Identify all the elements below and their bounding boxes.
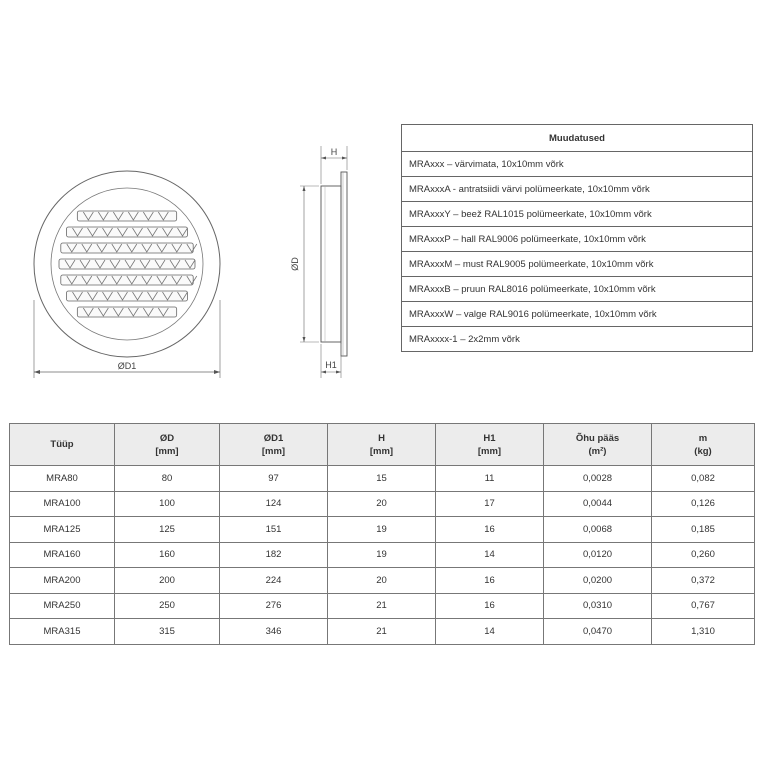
table-cell: 16	[436, 593, 544, 619]
h-label: H	[330, 147, 338, 157]
h1-label: H1	[325, 360, 337, 370]
column-header-unit: [mm]	[477, 445, 502, 457]
table-cell: 160	[115, 542, 220, 568]
table-cell: 224	[220, 568, 328, 594]
modification-text: MRAxxxA - antratsiidi värvi polümeerkate, 10x10mm võrk	[402, 177, 753, 202]
column-header-name: H1	[483, 432, 496, 444]
modification-text: MRAxxxB – pruun RAL8016 polümeerkate, 10x10mm võrk	[402, 277, 753, 302]
table-cell: 0,0200	[544, 568, 652, 594]
spec-header-row	[10, 424, 755, 466]
table-cell: 80	[115, 466, 220, 492]
modification-text: MRAxxxx-1 – 2x2mm võrk	[402, 327, 753, 352]
table-cell: 19	[328, 517, 436, 543]
table-cell: 0,0068	[544, 517, 652, 543]
table-row	[10, 466, 755, 492]
column-header	[328, 424, 436, 466]
table-cell: MRA125	[10, 517, 115, 543]
table-row	[10, 542, 755, 568]
column-header	[220, 424, 328, 466]
table-cell: 21	[328, 619, 436, 645]
column-header	[115, 424, 220, 466]
table-cell: 0,260	[652, 542, 755, 568]
table-cell: 11	[436, 466, 544, 492]
table-cell: 0,082	[652, 466, 755, 492]
table-cell: 124	[220, 491, 328, 517]
column-header	[436, 424, 544, 466]
column-header	[652, 424, 755, 466]
modification-text: MRAxxxW – valge RAL9016 polümeerkate, 10x10mm võrk	[402, 302, 753, 327]
table-cell: MRA200	[10, 568, 115, 594]
od-label: ØD	[290, 257, 300, 271]
table-cell: 20	[328, 568, 436, 594]
louver-slat	[77, 307, 176, 317]
table-cell: 346	[220, 619, 328, 645]
table-row	[10, 517, 755, 543]
column-header-unit: (m²)	[588, 445, 607, 457]
modification-row	[402, 202, 753, 227]
modifications-table	[401, 124, 753, 352]
front-view-grille	[34, 171, 220, 357]
column-header-name: Tüüp	[50, 439, 74, 450]
table-cell: MRA315	[10, 619, 115, 645]
table-row	[10, 568, 755, 594]
table-cell: 1,310	[652, 619, 755, 645]
table-row	[10, 491, 755, 517]
table-cell: 200	[115, 568, 220, 594]
column-header-name: H	[378, 432, 385, 444]
table-cell: 0,0470	[544, 619, 652, 645]
modifications-list	[402, 152, 753, 352]
column-header	[10, 424, 115, 466]
table-cell: 250	[115, 593, 220, 619]
table-cell: 315	[115, 619, 220, 645]
table-cell: 0,0028	[544, 466, 652, 492]
table-cell: 100	[115, 491, 220, 517]
table-cell: 17	[436, 491, 544, 517]
column-header-unit: [mm]	[369, 445, 394, 457]
table-cell: 0,0310	[544, 593, 652, 619]
table-cell: 0,767	[652, 593, 755, 619]
table-cell: 276	[220, 593, 328, 619]
column-header-unit: (kg)	[694, 445, 712, 457]
specification-table	[9, 423, 755, 645]
table-cell: 0,0044	[544, 491, 652, 517]
table-cell: MRA250	[10, 593, 115, 619]
table-cell: 21	[328, 593, 436, 619]
modification-row	[402, 327, 753, 352]
table-cell: MRA160	[10, 542, 115, 568]
table-cell: 16	[436, 517, 544, 543]
column-header-name: ØD	[159, 432, 175, 444]
modification-text: MRAxxxY – beež RAL1015 polümeerkate, 10x10mm võrk	[402, 202, 753, 227]
column-header-name: ØD1	[263, 432, 284, 444]
table-cell: 97	[220, 466, 328, 492]
table-cell: 0,126	[652, 491, 755, 517]
table-cell: 16	[436, 568, 544, 594]
table-cell: 182	[220, 542, 328, 568]
modification-row	[402, 302, 753, 327]
modification-row	[402, 227, 753, 252]
modification-row	[402, 252, 753, 277]
table-cell: 0,0120	[544, 542, 652, 568]
modification-text: MRAxxxM – must RAL9005 polümeerkate, 10x10mm võrk	[402, 252, 753, 277]
table-row	[10, 619, 755, 645]
modification-text: MRAxxx – värvimata, 10x10mm võrk	[402, 152, 753, 177]
column-header-name: m	[698, 432, 708, 444]
table-cell: 151	[220, 517, 328, 543]
modifications-title: Muudatused	[402, 125, 753, 152]
modification-row	[402, 277, 753, 302]
table-cell: 0,372	[652, 568, 755, 594]
table-cell: 20	[328, 491, 436, 517]
louvers	[59, 211, 197, 317]
table-cell: 19	[328, 542, 436, 568]
modification-text: MRAxxxP – hall RAL9006 polümeerkate, 10x10mm võrk	[402, 227, 753, 252]
table-cell: 14	[436, 542, 544, 568]
modification-row	[402, 152, 753, 177]
column-header	[544, 424, 652, 466]
spec-body	[10, 466, 755, 645]
table-cell: MRA100	[10, 491, 115, 517]
modification-row	[402, 177, 753, 202]
table-row	[10, 593, 755, 619]
column-header-name: Õhu pääs	[575, 432, 620, 444]
table-cell: 15	[328, 466, 436, 492]
column-header-unit: [mm]	[261, 445, 286, 457]
table-cell: MRA80	[10, 466, 115, 492]
table-cell: 14	[436, 619, 544, 645]
louver-slat	[77, 211, 176, 221]
table-cell: 0,185	[652, 517, 755, 543]
table-cell: 125	[115, 517, 220, 543]
side-view	[290, 146, 347, 378]
column-header-unit: [mm]	[155, 445, 179, 457]
od1-label: ØD1	[117, 361, 137, 371]
